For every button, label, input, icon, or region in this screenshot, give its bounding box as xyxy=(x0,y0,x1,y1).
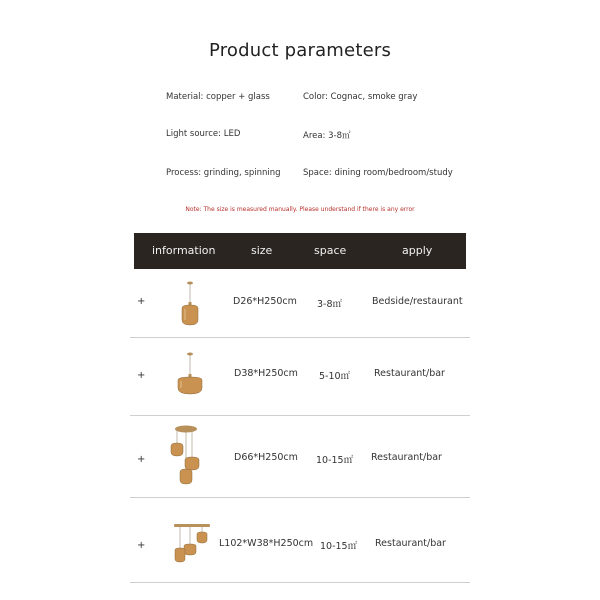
table-row xyxy=(130,270,470,338)
table-row xyxy=(130,338,470,416)
space-value: 10-15㎡ xyxy=(316,455,354,466)
parameter-color: Color: Cognac, smoke gray xyxy=(303,92,418,102)
header-space: space xyxy=(314,244,347,257)
apply-value: Restaurant/bar xyxy=(371,452,442,463)
apply-value: Bedside/restaurant xyxy=(372,296,463,307)
parameter-area: Area: 3-8㎡ xyxy=(303,131,351,141)
expand-plus-icon[interactable]: + xyxy=(137,540,146,551)
table-row xyxy=(130,498,470,584)
apply-value: Restaurant/bar xyxy=(375,538,446,549)
space-value: 5-10㎡ xyxy=(319,371,351,382)
size-value: D66*H250cm xyxy=(234,452,298,463)
parameter-space: Space: dining room/bedroom/study xyxy=(303,168,453,178)
table-header xyxy=(134,233,466,269)
parameter-light-source: Light source: LED xyxy=(166,129,241,139)
expand-plus-icon[interactable]: + xyxy=(137,296,146,307)
header-information: information xyxy=(152,244,216,257)
expand-plus-icon[interactable]: + xyxy=(137,454,146,465)
page-title: Product parameters xyxy=(208,40,392,61)
space-value: 10-15㎡ xyxy=(320,541,358,552)
space-value: 3-8㎡ xyxy=(317,299,343,310)
row-divider xyxy=(130,582,470,583)
single-pendant-large-icon xyxy=(168,350,212,406)
triple-pendant-linear-canopy-icon xyxy=(166,512,218,576)
apply-value: Restaurant/bar xyxy=(374,368,445,379)
size-value: L102*W38*H250cm xyxy=(219,538,314,549)
size-value: D26*H250cm xyxy=(233,296,297,307)
header-size: size xyxy=(251,244,273,257)
header-apply: apply xyxy=(402,244,433,257)
parameter-material: Material: copper + glass xyxy=(166,92,270,102)
triple-pendant-round-canopy-icon xyxy=(166,422,216,490)
single-pendant-small-icon xyxy=(170,280,210,330)
parameter-process: Process: grinding, spinning xyxy=(166,168,281,178)
measurement-note: Note: The size is measured manually. Please understand if there is any error xyxy=(185,206,415,213)
expand-plus-icon[interactable]: + xyxy=(137,370,146,381)
table-row xyxy=(130,416,470,498)
size-value: D38*H250cm xyxy=(234,368,298,379)
